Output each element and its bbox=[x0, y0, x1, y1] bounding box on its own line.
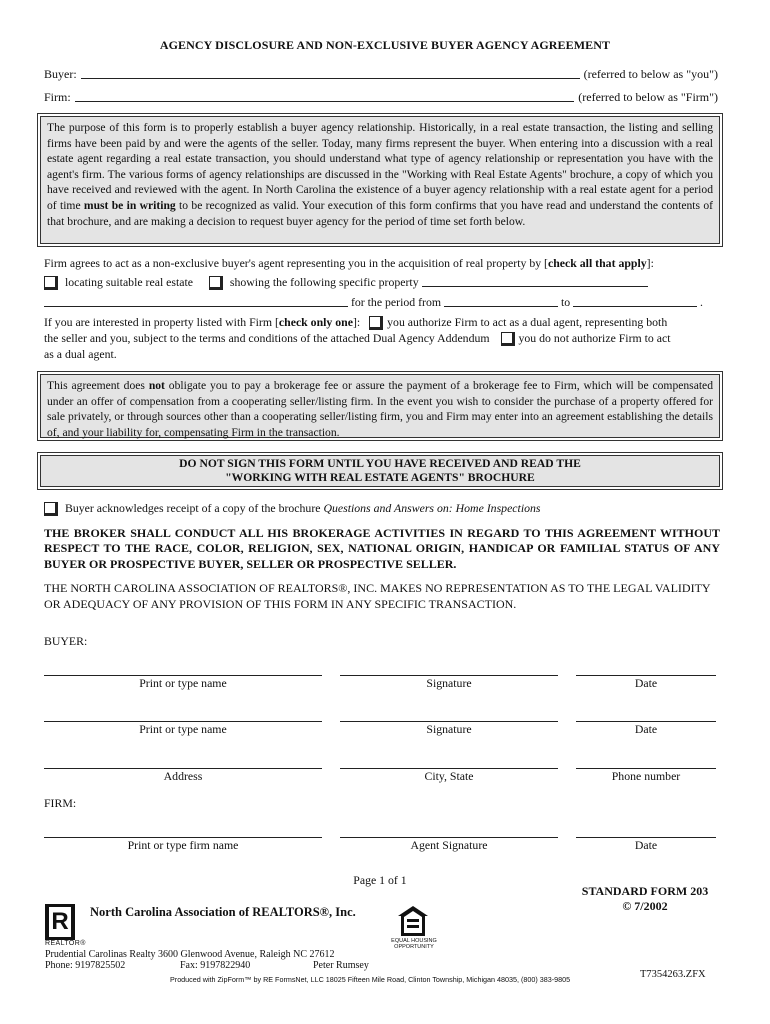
buyer-row bbox=[44, 66, 718, 82]
fee-box bbox=[40, 374, 720, 438]
period-from-field[interactable] bbox=[444, 296, 558, 307]
warning-box bbox=[40, 455, 720, 487]
realtor-logo-letter: R bbox=[49, 907, 71, 937]
agent-name: Peter Rumsey bbox=[313, 960, 369, 971]
firm-label: Firm: bbox=[44, 90, 71, 104]
dual-agency-line1 bbox=[44, 315, 724, 331]
purpose-box bbox=[40, 116, 720, 244]
authorize-dual-label: you authorize Firm to act as a dual agent, representing both bbox=[387, 315, 668, 329]
form-id-block bbox=[560, 884, 730, 914]
ncar-statement: THE NORTH CAROLINA ASSOCIATION OF REALTORS®, INC. MAKES NO REPRESENTATION AS TO THE LEGAL VALIDITY OR ADEQUACY OF ANY PROVISION OF THIS FORM IN ANY SPECIFIC TRANSACTION. bbox=[44, 581, 711, 611]
acknowledge-checkbox[interactable] bbox=[44, 502, 56, 514]
buyer2-date-label: Date bbox=[634, 722, 658, 736]
firm-name-label: Print or type firm name bbox=[127, 838, 239, 852]
warning-line-2: "WORKING WITH REAL ESTATE AGENTS" BROCHURE bbox=[225, 471, 535, 484]
buyer-note: (referred to below as "you") bbox=[583, 67, 718, 81]
equal-housing-logo bbox=[396, 904, 430, 938]
acknowledge-text: Buyer acknowledges receipt of a copy of the brochure bbox=[65, 501, 324, 515]
company-phone: Phone: 9197825502 bbox=[45, 960, 126, 971]
fee-text-1: This agreement does bbox=[47, 379, 149, 392]
firm-row bbox=[44, 89, 718, 105]
period-row bbox=[44, 295, 724, 311]
eho-text-1: EQUAL HOUSING bbox=[391, 938, 437, 944]
buyer1-name-label: Print or type name bbox=[139, 676, 227, 690]
firm-date-label: Date bbox=[634, 838, 658, 852]
firm-field[interactable] bbox=[75, 92, 575, 102]
locating-label: locating suitable real estate bbox=[64, 275, 194, 289]
warning-line-1: DO NOT SIGN THIS FORM UNTIL YOU HAVE RECEIVED AND READ THE bbox=[179, 457, 581, 470]
realtor-logo-text: REALTOR® bbox=[45, 940, 86, 947]
firm-agrees-intro: Firm agrees to act as a non-exclusive buyer's agent representing you in the acquisition of real property by [ bbox=[44, 256, 548, 270]
association-name: North Carolina Association of REALTORS®, Inc. bbox=[90, 905, 356, 919]
buyer-label: Buyer: bbox=[44, 67, 77, 81]
dual-agency-line3: as a dual agent. bbox=[44, 347, 117, 361]
page-number: Page 1 of 1 bbox=[353, 873, 407, 887]
firm-agrees-text bbox=[44, 256, 724, 272]
period-to-label: to bbox=[560, 295, 571, 309]
dual-agency-intro: If you are interested in property listed with Firm [ bbox=[44, 315, 279, 329]
showing-checkbox[interactable] bbox=[209, 276, 221, 288]
period-from-label: for the period from bbox=[350, 295, 442, 309]
firm-agrees-end: ]: bbox=[646, 256, 654, 270]
file-code: T7354263.ZFX bbox=[640, 969, 706, 980]
buyer-field[interactable] bbox=[81, 69, 580, 79]
phone-label: Phone number bbox=[611, 769, 681, 783]
dual-agency-addendum-text: the seller and you, subject to the terms and conditions of the attached Dual Agency Addendum bbox=[44, 331, 490, 345]
property-field-cont[interactable] bbox=[44, 296, 348, 307]
equal-housing-icon bbox=[396, 904, 430, 938]
city-state-label: City, State bbox=[424, 769, 474, 783]
period-end-dot: . bbox=[700, 295, 703, 309]
document-title: AGENCY DISCLOSURE AND NON-EXCLUSIVE BUYER AGENCY AGREEMENT bbox=[159, 38, 611, 52]
firm-note: (referred to below as "Firm") bbox=[578, 90, 718, 104]
agent-signature-label: Agent Signature bbox=[410, 838, 488, 852]
buyer-heading: BUYER: bbox=[44, 634, 88, 648]
buyer2-name-label: Print or type name bbox=[139, 722, 227, 736]
not-authorize-dual-checkbox[interactable] bbox=[501, 332, 513, 344]
purpose-text-2: to be recognized as valid. Your execution of this form confirms that you have read and understand the contents of that brochure, and are making a decision to request buyer agency for the period of time set forth below. bbox=[47, 198, 713, 228]
produced-with: Produced with ZipForm™ by RE FormsNet, LLC 18025 Fifteen Mile Road, Clinton Township, Michigan 48035, (800) 383-9805 bbox=[170, 975, 571, 984]
purpose-text-1: The purpose of this form is to properly establish a buyer agency relationship. Historically, in a real estate transaction, the listing and selling firms have been paid by and were the agents of the seller. Today, many firms represent the buyer. When entering into a discussion with a real estate agent regarding a real estate transaction, you should understand what type of agency relationship or representation you have with the agent's firm. The various forms of agency relationships are discussed in the "Working with Real Estate Agents" brochure, a copy of which you have received and reviewed with the agent. In North Carolina the existence of a buyer agency relationship with a real estate agent for a period of time bbox=[47, 121, 713, 212]
eho-text-2: OPPORTUNITY bbox=[394, 944, 434, 950]
equal-housing-text bbox=[384, 938, 444, 950]
fee-emphasis: not bbox=[148, 379, 165, 392]
dual-agency-line2 bbox=[44, 331, 734, 347]
buyer1-date-label: Date bbox=[634, 676, 658, 690]
company-address: Prudential Carolinas Realty 3600 Glenwood Avenue, Raleigh NC 27612 bbox=[45, 949, 335, 960]
form-number: STANDARD FORM 203 bbox=[581, 884, 709, 898]
acknowledge-row bbox=[44, 501, 724, 517]
period-to-field[interactable] bbox=[573, 296, 697, 307]
firm-heading: FIRM: bbox=[44, 796, 77, 810]
authorize-dual-checkbox[interactable] bbox=[369, 316, 381, 328]
acknowledge-brochure-title: Questions and Answers on: Home Inspections bbox=[323, 501, 541, 515]
dual-agency-emphasis: check only one bbox=[278, 315, 353, 329]
purpose-emphasis: must be in writing bbox=[83, 198, 176, 212]
buyer1-signature-label: Signature bbox=[426, 676, 472, 690]
locating-checkbox[interactable] bbox=[44, 276, 56, 288]
company-fax: Fax: 9197822940 bbox=[180, 960, 251, 971]
realtor-logo bbox=[45, 904, 75, 940]
address-label: Address bbox=[163, 769, 203, 783]
firm-agrees-options bbox=[44, 275, 724, 291]
form-date: © 7/2002 bbox=[622, 899, 668, 913]
dual-agency-intro-end: ]: bbox=[352, 315, 361, 329]
broker-statement: THE BROKER SHALL CONDUCT ALL HIS BROKERAGE ACTIVITIES IN REGARD TO THIS AGREEMENT WITHOUT RESPECT TO THE RACE, COLOR, RELIGION, SEX, NATIONAL ORIGIN, HANDICAP OR FAMILIAL STATUS OF ANY BUYER OR PROSPECTIVE BUYER, SELLER OR PROSPECTIVE SELLER. bbox=[44, 526, 720, 571]
firm-agrees-emphasis: check all that apply bbox=[548, 256, 647, 270]
not-authorize-dual-label: you do not authorize Firm to act bbox=[518, 331, 671, 345]
specific-property-field[interactable] bbox=[422, 276, 648, 287]
buyer2-signature-label: Signature bbox=[426, 722, 472, 736]
showing-label: showing the following specific property bbox=[229, 275, 419, 289]
fee-text-2: obligate you to pay a brokerage fee or assure the payment of a brokerage fee to Firm, which will be compensated under an offer of compensation from a cooperating seller/listing firm. In the event you wish to consider the purchase of a property offered for sale privately, or through sources other than a cooperating seller/listing firm, you and Firm may enter into an agreement establishing the details of, and your liability for, compensating Firm in the transaction. bbox=[47, 379, 713, 439]
